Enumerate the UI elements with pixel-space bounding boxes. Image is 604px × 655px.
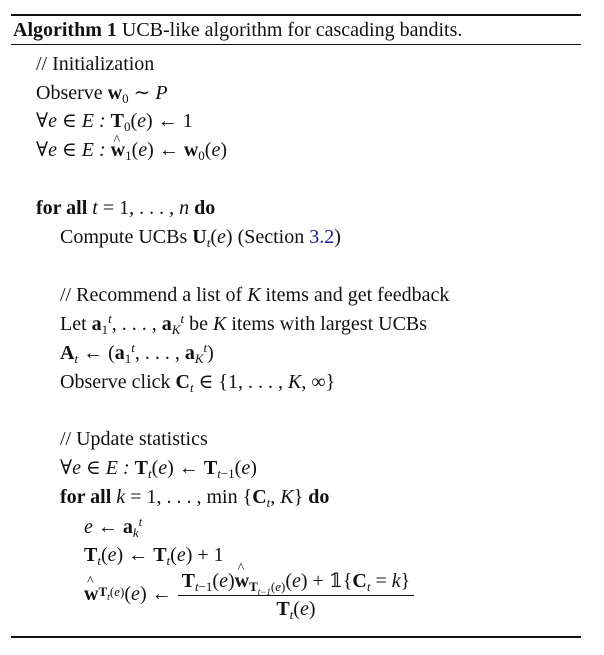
A-assign-line: $A_t$ ← ($a_1^t$, . . . , $a_K^t$) xyxy=(60,340,214,366)
forall-prefix: ∀e ∈ E : xyxy=(60,457,130,479)
init-T-line: ∀e ∈ E : $T_0(e)$ ← 1 xyxy=(36,110,193,134)
forall-prefix: ∀e ∈ E : xyxy=(36,110,106,132)
comment-recommend: // Recommend a list of K items and get feedback xyxy=(60,284,450,306)
observe-w0-line: Observe $w_0$ ∼ P xyxy=(36,82,168,106)
comment-text: // Recommend a list of xyxy=(60,284,243,306)
forall-prefix: ∀e ∈ E : xyxy=(36,139,106,161)
observe-label: Observe xyxy=(36,82,103,104)
compute-ucb-line: Compute UCBs $U_t(e)$ (Section 3.2) xyxy=(60,226,341,250)
math-w: w xyxy=(107,82,123,104)
top-rule xyxy=(11,14,581,16)
init-w-line: ∀e ∈ E : ^ $w_1(e)$ ← $w_0(e)$ xyxy=(36,137,227,163)
for-all-k-line: for all k = 1, . . . , $\min \{C_t$, K} do xyxy=(60,486,330,510)
for-all-t-line: for all t = 1, . . . , n do xyxy=(36,197,216,219)
let-items-line: Let $a_1^t$, . . . , $a_K^t$ be K items with largest UCBs xyxy=(60,311,428,337)
let-text: Let xyxy=(60,313,87,335)
comment-text-tail: items and get feedback xyxy=(265,284,450,306)
observe-click-line: Observe click $C_t$ ∈ {1, . . . , K, ∞} xyxy=(60,371,336,395)
comment-update xyxy=(60,426,208,452)
keyword-do: do xyxy=(308,486,330,508)
keyword-for-all: for all xyxy=(36,197,88,219)
comment-initialization xyxy=(36,51,154,77)
update-T-line: ∀e ∈ E : $T_t(e)$ ← $T_{t-1}(e)$ xyxy=(60,457,257,481)
algorithm-label: Algorithm 1 xyxy=(13,19,117,41)
w-update-equation: ^ w $T_t(e)$ ( e ) ← $\frac{T_{t-1}(e)\^{} w_{T_{t-1}(e)}(e) + 𝟙\{C_t = k\}}{T_t(e)}$ xyxy=(84,568,414,621)
algorithm-title: UCB-like algorithm for cascading bandits. xyxy=(121,19,463,41)
caption-rule xyxy=(11,44,581,45)
section-open: (Section xyxy=(237,226,305,248)
compute-text: Compute UCBs xyxy=(60,226,188,248)
section-reference-link[interactable]: 3.2 xyxy=(309,226,335,248)
comment-text: // Update statistics xyxy=(60,428,208,450)
fraction-denominator: $T_t(e)$ xyxy=(276,598,316,622)
bottom-rule xyxy=(11,636,581,638)
update-fraction xyxy=(178,568,415,621)
algorithm-caption xyxy=(13,17,462,43)
e-assign-line: e ← $a_k^t$ xyxy=(84,514,143,540)
fraction-numerator: $T_{t-1}(e)\^{}$ $w_{T_{t-1}(e)}(e)$ + $𝟙\{C_t = k\}$ xyxy=(178,568,415,596)
comment-text: // Initialization xyxy=(36,53,155,75)
be-text: be xyxy=(189,313,208,335)
T-increment-line: $T_t(e)$ ← $T_t(e) + 1$ xyxy=(84,544,224,568)
items-text: items with largest UCBs xyxy=(231,313,428,335)
observe-click-text: Observe click xyxy=(60,371,171,393)
keyword-for-all: for all xyxy=(60,486,112,508)
keyword-do: do xyxy=(194,197,216,219)
